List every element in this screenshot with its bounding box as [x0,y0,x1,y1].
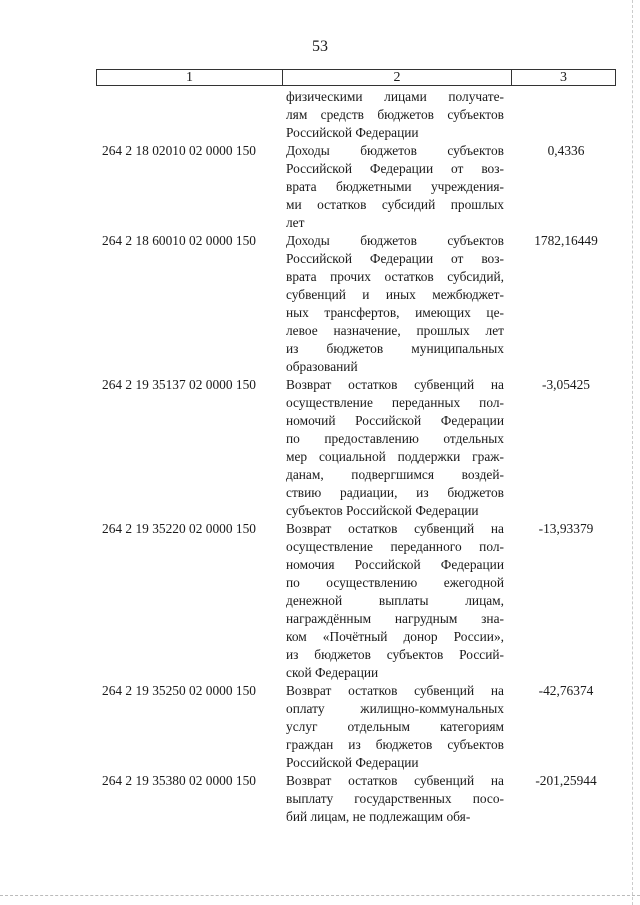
table-row [0,520,640,682]
budget-code: 264 2 19 35380 02 0000 150 [102,773,256,788]
header-col-2: 2 [283,70,512,85]
table-row [0,142,640,232]
description-line: осуществление переданных пол- [286,395,504,410]
amount-value: -201,25944 [535,773,597,788]
budget-code: 264 2 18 02010 02 0000 150 [102,143,256,158]
description-line: Российской Федерации от воз- [286,251,504,266]
description-line: услуг отдельным категориям [286,719,504,734]
table-row [0,772,640,826]
description-line: Возврат остатков субвенций на [286,683,504,698]
budget-code: 264 2 18 60010 02 0000 150 [102,233,256,248]
description-line: левое назначение, прошлых лет [286,323,504,338]
income-description [286,232,504,376]
description-line: денежной выплаты лицам, [286,593,504,608]
description-line: по осуществлению ежегодной [286,575,504,590]
table-row [0,88,640,142]
page-number: 53 [312,38,328,55]
amount-value: -13,93379 [538,521,594,536]
scan-border-right [632,0,633,905]
budget-code: 264 2 19 35250 02 0000 150 [102,683,256,698]
description-line: Возврат остатков субвенций на [286,773,504,788]
income-description [286,520,504,682]
table-header-row [96,69,616,86]
description-line: врата прочих остатков субсидий, [286,269,504,284]
description-line: Российской Федерации от воз- [286,161,504,176]
description-line: номочия Российской Федерации [286,557,504,572]
description-line: субъектов Российской Федерации [286,503,479,518]
income-description [286,772,504,826]
description-line: из бюджетов субъектов Россий- [286,647,504,662]
description-line: выплату государственных посо- [286,791,504,806]
description-line: Российской Федерации [286,755,419,770]
description-line: лям средств бюджетов субъектов [286,107,504,122]
scan-border-bottom [0,895,640,896]
table-body [0,88,640,826]
description-line: Российской Федерации [286,125,419,140]
description-line: граждан из бюджетов субъектов [286,737,504,752]
description-line: ми остатков субсидий прошлых [286,197,504,212]
description-line: субвенций и иных межбюджет- [286,287,504,302]
table-row [0,682,640,772]
table-row [0,232,640,376]
description-line: данам, подвергшимся воздей- [286,467,504,482]
description-line: лет [286,215,305,230]
description-line: бий лицам, не подлежащим обя- [286,809,471,824]
description-line: номочий Российской Федерации [286,413,504,428]
description-line: мер социальной поддержки граж- [286,449,504,464]
description-line: награждённым нагрудным зна- [286,611,504,626]
income-description [286,682,504,772]
amount-value: -42,76374 [538,683,594,698]
description-line: Возврат остатков субвенций на [286,521,504,536]
description-line: образований [286,359,358,374]
amount-value: 0,4336 [547,143,585,158]
description-line: по предоставлению отдельных [286,431,504,446]
description-line: осуществление переданного пол- [286,539,504,554]
description-line: физическими лицами получате- [286,89,504,104]
description-line: ской Федерации [286,665,379,680]
header-col-1: 1 [97,70,283,85]
amount-value: 1782,16449 [534,233,598,248]
description-line: Доходы бюджетов субъектов [286,143,504,158]
description-line: ком «Почётный донор России», [286,629,504,644]
description-line: оплату жилищно-коммунальных [286,701,504,716]
description-line: врата бюджетными учреждения- [286,179,504,194]
description-line: из бюджетов муниципальных [286,341,504,356]
budget-code: 264 2 19 35137 02 0000 150 [102,377,256,392]
amount-value: -3,05425 [542,377,590,392]
description-line: Возврат остатков субвенций на [286,377,504,392]
budget-code: 264 2 19 35220 02 0000 150 [102,521,256,536]
description-line: ствию радиации, из бюджетов [286,485,504,500]
income-description [286,142,504,232]
income-description [286,88,504,142]
income-description [286,376,504,520]
description-line: ных трансфертов, имеющих це- [286,305,504,320]
header-col-3: 3 [560,70,567,85]
description-line: Доходы бюджетов субъектов [286,233,504,248]
table-row [0,376,640,520]
